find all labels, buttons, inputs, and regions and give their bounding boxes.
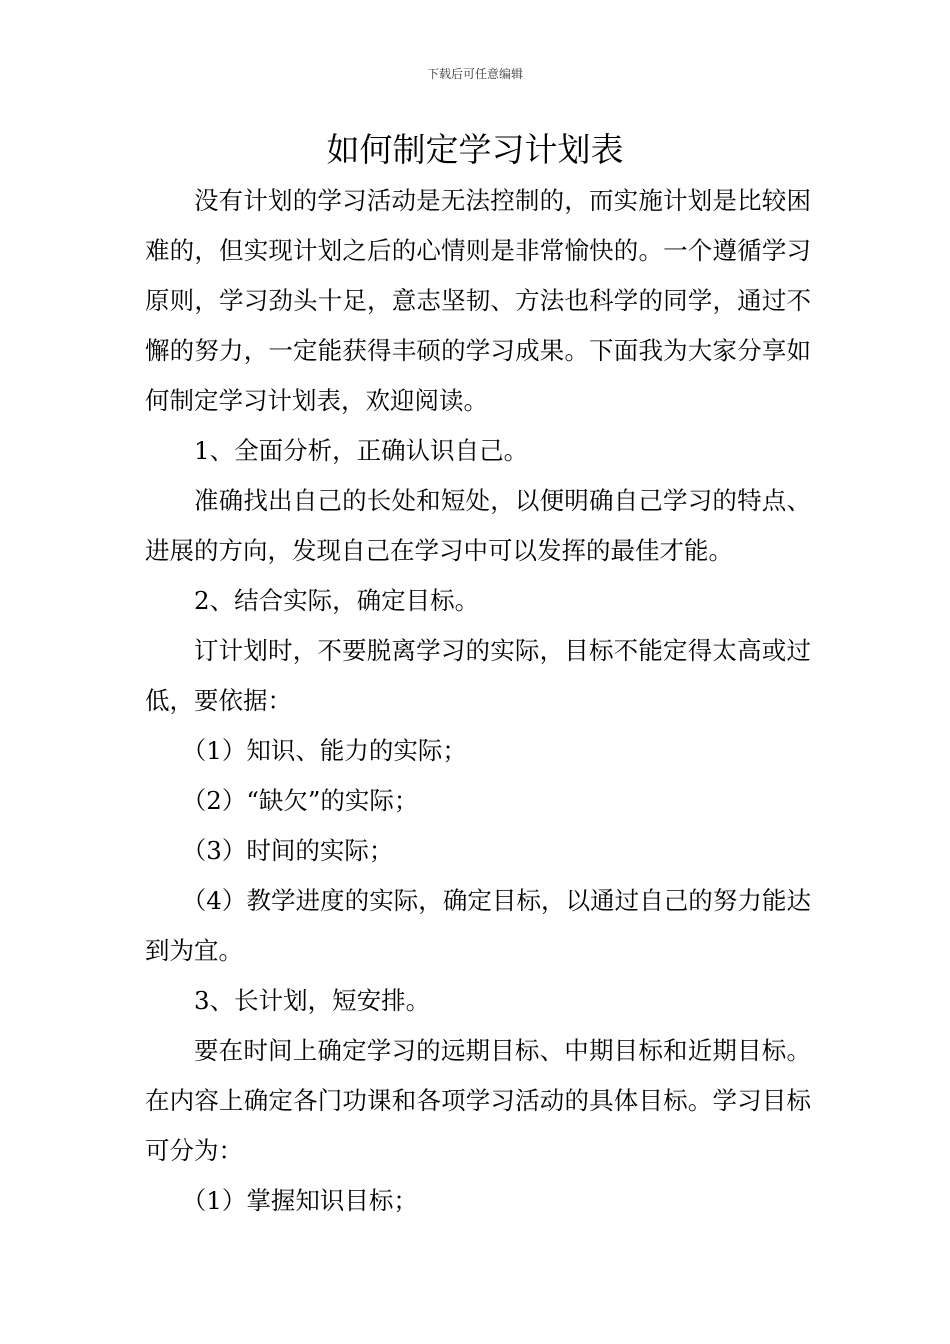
list-item: （1）知识、能力的实际；: [181, 736, 467, 765]
header-note: 下载后可任意编辑: [426, 67, 523, 81]
document-body: [145, 176, 811, 1226]
section-heading-3: 3、长计划，短安排。: [194, 986, 431, 1015]
list-item: （2）“缺欠”的实际；: [181, 786, 419, 815]
list-item: （3）时间的实际；: [181, 836, 394, 865]
section-body-3: 要在时间上确定学习的远期目标、中期目标和近期目标。在内容上确定各门功课和各项学习活动的具体目标。学习目标可分为：: [145, 1036, 811, 1165]
section-body-1: 准确找出自己的长处和短处，以便明确自己学习的特点、进展的方向，发现自己在学习中可以发挥的最佳才能。: [145, 486, 811, 565]
section-heading-2: 2、结合实际，确定目标。: [194, 586, 480, 615]
section-heading-1: 1、全面分析，正确认识自己。: [194, 436, 529, 465]
list-item: （1）掌握知识目标；: [181, 1186, 418, 1215]
intro-paragraph: 没有计划的学习活动是无法控制的，而实施计划是比较困难的，但实现计划之后的心情则是非常愉快的。一个遵循学习原则，学习劲头十足，意志坚韧、方法也科学的同学，通过不懈的努力，一定能获得丰硕的学习成果。下面我为大家分享如何制定学习计划表，欢迎阅读。: [145, 186, 811, 415]
document-title: 如何制定学习计划表: [326, 130, 624, 169]
section-body-2: 订计划时，不要脱离学习的实际，目标不能定得太高或过低，要依据：: [145, 636, 811, 715]
list-item: （4）教学进度的实际，确定目标，以通过自己的努力能达到为宜。: [145, 886, 811, 965]
